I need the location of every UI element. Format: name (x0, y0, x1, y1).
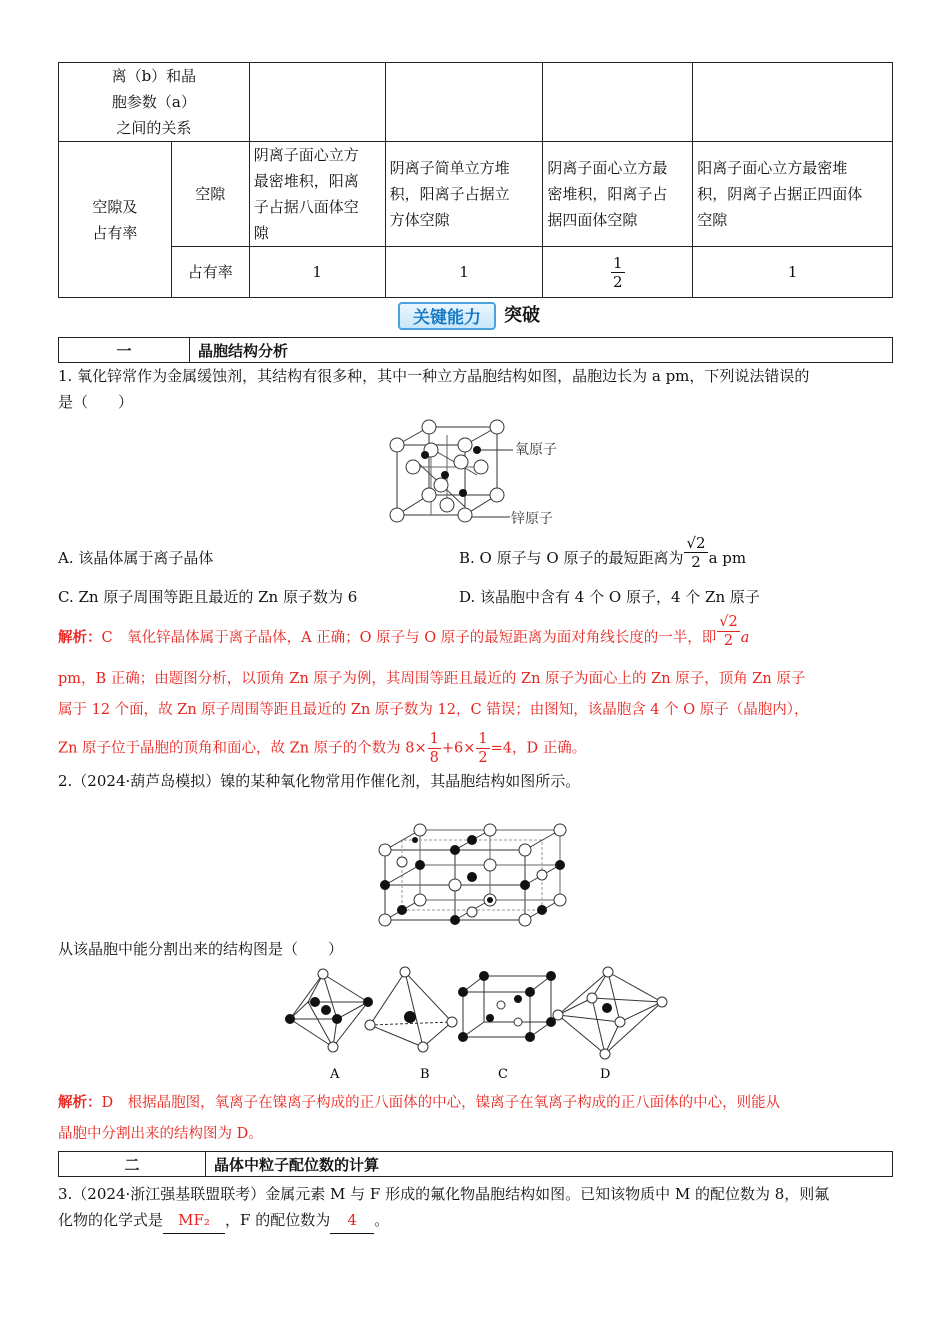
section-header-1 (58, 337, 893, 363)
q3-text: 化物的化学式是 (58, 1211, 164, 1229)
section-number: 二 (59, 1152, 206, 1177)
gap-line: 最密堆积，阳离 (253, 172, 359, 190)
gap-line: 方体空隙 (389, 211, 450, 229)
label-oxygen: 氧原子 (515, 442, 557, 458)
option-b-text: B. O 原子与 O 原子的最短距离为 (459, 549, 684, 567)
frac-den: 2 (478, 750, 488, 766)
option-c-figure[interactable] (458, 971, 556, 1082)
banner-tag: 关键能力 (398, 302, 496, 330)
question-3-stem (58, 1181, 893, 1234)
option-d[interactable]: D. 该晶胞中含有 4 个 O 原子，4 个 Zn 原子 (459, 588, 760, 606)
empty-cell (385, 63, 543, 142)
gap-line: 据四面体空隙 (547, 211, 638, 229)
option-b-figure[interactable] (365, 967, 457, 1082)
option-a-label: A (330, 1067, 340, 1082)
answer-1-line (58, 613, 893, 654)
option-b[interactable] (459, 533, 747, 571)
occ-fraction (611, 254, 625, 291)
q1-line: 1. 氧化锌常作为金属缓蚀剂，其结构有很多种，其中一种立方晶胞结构如图，晶胞边长为 a pm，下列说法错误的 (58, 367, 810, 385)
occ-label-cell: 占有率 (171, 247, 249, 298)
answer-1-line: pm，B 正确；由题图分析，以顶角 Zn 原子为例，其周围等距且最近的 Zn 原子为面心上的 Zn 原子，顶角 Zn 原子 (58, 671, 806, 687)
q1-line: 是（ ） (58, 393, 134, 411)
gap-cell (249, 142, 385, 247)
option-d-label: D (600, 1067, 611, 1082)
gap-line: 隙 (253, 224, 269, 242)
gap-line: 阴离子面心立方最 (547, 159, 668, 177)
gap-line: 阴离子简单立方堆 (389, 159, 510, 177)
answer-text: C 氧化锌晶体属于离子晶体，A 正确；O 原子与 O 原子的最短距离为面对角线长度的一半，即 (101, 630, 717, 646)
frac-den: 2 (613, 272, 623, 291)
gap-line: 积，阳离子占据立 (389, 185, 510, 203)
gap-line: 子占据八面体空 (253, 198, 359, 216)
section-title: 晶体中粒子配位数的计算 (206, 1152, 893, 1177)
answer-text: =4，D 正确。 (490, 740, 587, 757)
answer-label: 解析： (58, 629, 102, 646)
gap-label-cell: 空隙 (171, 142, 249, 247)
label-zinc: 锌原子 (511, 511, 553, 527)
option-c[interactable]: C. Zn 原子周围等距且最近的 Zn 原子数为 6 (58, 588, 358, 606)
answer-2 (58, 1087, 893, 1150)
q3-line: 3.（2024·浙江强基联盟联考）金属元素 M 与 F 形成的氟化物晶胞结构如图。已知该物质中 M 的配位数为 8，则氟 (58, 1185, 830, 1203)
frac-den: 2 (723, 632, 734, 649)
answer-blank-formula[interactable]: MF₂ (163, 1207, 225, 1234)
banner-rest: 突破 (504, 305, 540, 326)
frac-den: 8 (429, 750, 439, 766)
frac-num: √2 (686, 533, 706, 552)
row1-label-line: 离（b）和晶 (111, 67, 197, 85)
answer-text: +6× (441, 740, 476, 757)
gap-line: 空隙 (697, 211, 728, 229)
row1-label-cell (59, 63, 250, 142)
answer-frac (476, 730, 489, 767)
answer-blank-coordination[interactable]: 4 (330, 1207, 374, 1234)
q3-text: 。 (374, 1211, 390, 1229)
section-number: 一 (59, 338, 190, 363)
gap-line: 积，阴离子占据正四面体 (697, 185, 863, 203)
gap-cell (543, 142, 693, 247)
gap-line: 阴离子面心立方 (253, 146, 359, 164)
empty-cell (249, 63, 385, 142)
option-a-figure[interactable] (285, 969, 373, 1082)
row1-label-line: 胞参数（a） (111, 93, 196, 111)
answer-2-line: 晶胞中分割出来的结构图为 D。 (58, 1126, 263, 1142)
answer-text: D 根据晶胞图，氧离子在镍离子构成的正八面体的中心，镍离子在氧离子构成的正八面体的中心，则能从 (101, 1095, 781, 1111)
options-figures (280, 962, 670, 1084)
frac-num: 1 (478, 731, 488, 747)
answer-text: Zn 原子位于晶胞的顶角和面心，故 Zn 原子的个数为 8× (58, 740, 427, 757)
option-b-label: B (420, 1067, 430, 1082)
option-b-frac (684, 534, 707, 571)
answer-text: a (740, 630, 750, 646)
occ-cell (543, 247, 693, 298)
question-2-stem: 2.（2024·葫芦岛模拟）镍的某种氧化物常用作催化剂，其晶胞结构如图所示。 (58, 772, 581, 790)
key-ability-banner (398, 302, 550, 332)
section-header-2 (58, 1151, 893, 1177)
option-b-unit: a pm (708, 549, 747, 567)
option-d-figure[interactable] (553, 967, 667, 1082)
group-label-cell (59, 142, 172, 298)
empty-cell (543, 63, 693, 142)
answer-frac (717, 613, 739, 650)
zno-cell-figure (385, 415, 585, 530)
answer-frac (428, 730, 441, 767)
options-row-1 (58, 533, 893, 571)
occ-cell: 1 (693, 247, 893, 298)
answer-1-line (58, 730, 893, 767)
row1-label-line: 之间的关系 (116, 119, 192, 137)
group-label-line: 空隙及 (92, 197, 138, 216)
question-2-prompt: 从该晶胞中能分割出来的结构图是（ ） (58, 940, 344, 958)
answer-1-line: 属于 12 个面，故 Zn 原子周围等距且最近的 Zn 原子数为 12，C 错误；由图知，该晶胞含 4 个 O 原子（晶胞内）， (58, 702, 809, 718)
frac-num: 1 (429, 731, 439, 747)
q3-text: ，F 的配位数为 (225, 1211, 331, 1229)
option-c-label: C (498, 1067, 508, 1082)
occ-cell: 1 (385, 247, 543, 298)
gap-line: 密堆积，阳离子占 (547, 185, 668, 203)
gap-cell (693, 142, 893, 247)
frac-num: 1 (613, 253, 623, 272)
empty-cell (693, 63, 893, 142)
section-title: 晶胞结构分析 (190, 338, 893, 363)
option-a[interactable]: A. 该晶体属于离子晶体 (58, 549, 214, 567)
frac-num: √2 (719, 613, 738, 630)
q3-line (58, 1207, 893, 1234)
frac-den: 2 (691, 552, 701, 571)
gap-line: 阳离子面心立方最密堆 (697, 159, 848, 177)
group-label-line: 占有率 (92, 223, 138, 242)
answer-1 (58, 613, 893, 767)
question-1-stem (58, 363, 893, 415)
gap-cell (385, 142, 543, 247)
answer-2-line (58, 1087, 893, 1119)
occ-cell: 1 (249, 247, 385, 298)
structure-table (58, 62, 893, 298)
options-row-2 (58, 584, 893, 610)
nio-cell-figure (375, 800, 570, 930)
answer-label: 解析： (58, 1094, 102, 1111)
